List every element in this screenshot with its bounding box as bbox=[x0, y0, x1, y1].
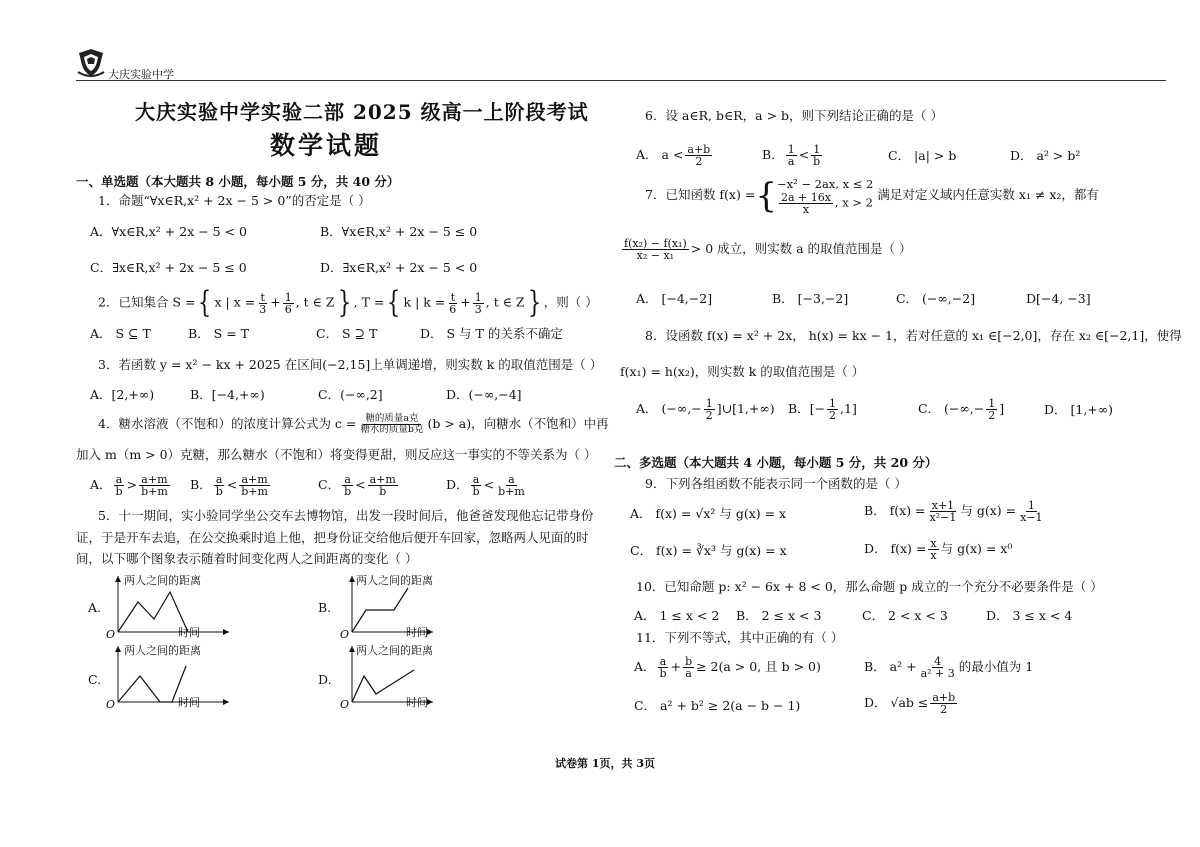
q5-stem-line2: 证，于是开车去追，在公交换乘时追上他，把身份证交给他后便开车回家，忽略两人见面的时 bbox=[76, 530, 589, 545]
header-rule bbox=[76, 80, 1166, 81]
q5-c-origin: O bbox=[106, 698, 116, 710]
q7-option-d: D[−4, −3] bbox=[1026, 291, 1091, 306]
section1-heading: 一、单选题（本大题共 8 小题，每小题 5 分，共 40 分） bbox=[76, 174, 400, 189]
q10-option-d: D． 3 ≤ x < 4 bbox=[986, 608, 1073, 623]
q7-option-c: C． (−∞,−2] bbox=[896, 291, 976, 306]
q4-stem-line2: 加入 m（m > 0）克糖，那么糖水（不饱和）将变得更甜，则反应这一事实的不等关系为（ ） bbox=[76, 447, 597, 462]
q1-stem: 1．命题“∀x∈R,x² + 2x − 5 > 0”的否定是（ ） bbox=[98, 193, 371, 208]
section2-heading: 二、多选题（本大题共 4 小题，每小题 5 分，共 20 分） bbox=[614, 455, 938, 470]
q5-c-ylabel: 两人之间的距离 bbox=[124, 644, 201, 657]
q1-option-d: D．∃x∈R,x² + 2x − 5 < 0 bbox=[320, 260, 478, 275]
q5-label-a: A. bbox=[88, 600, 102, 615]
q2-stem: 2．已知集合 S ={ x | x = $\frac{t}{3}$ + $\frac{1}{6}$ , t ∈ Z} , T ={ k | k = $\frac{t}{6}$ + $\frac{1}{3}$ , t ∈ Z} ，则（ ） bbox=[98, 285, 598, 320]
q6-option-c: C． |a| > b bbox=[888, 148, 957, 163]
q1-option-a: A．∀x∈R,x² + 2x − 5 < 0 bbox=[90, 224, 247, 239]
subject-title: 数学试题 bbox=[270, 131, 383, 160]
q1-option-c: C．∃x∈R,x² + 2x − 5 ≤ 0 bbox=[90, 260, 247, 275]
q5-b-origin: O bbox=[340, 628, 350, 640]
q6-option-b: B． $\frac{1}{a}$ < $\frac{1}{b}$ bbox=[762, 143, 821, 168]
q2-option-d: D． S 与 T 的关系不确定 bbox=[420, 326, 563, 341]
q8-stem: 8．设函数 f(x) = x² + 2x， h(x) = kx − 1，若对任意的 x₁ ∈[−2,0]，存在 x₂ ∈[−2,1]，使得 bbox=[645, 328, 1182, 343]
q10-option-a: A． 1 ≤ x < 2 bbox=[634, 608, 720, 623]
q3-option-c: C．(−∞,2] bbox=[318, 387, 383, 402]
q3-option-d: D．(−∞,−4] bbox=[446, 387, 522, 402]
q5-graph-a bbox=[104, 572, 234, 640]
q5-graph-c bbox=[104, 642, 234, 710]
q6-option-a: A． a < $\frac{a+b}{2}$ bbox=[636, 143, 711, 168]
q5-a-xlabel: 时间 bbox=[178, 626, 200, 639]
page-footer: 试卷第 1页，共 3页 bbox=[555, 757, 655, 770]
q5-d-xlabel: 时间 bbox=[406, 696, 428, 709]
q2-option-c: C． S ⊇ T bbox=[316, 326, 378, 341]
q5-a-origin: O bbox=[106, 628, 116, 640]
q9-option-d: D． f(x) = $\frac{x}{x}$ 与 g(x) = x⁰ bbox=[864, 537, 1013, 562]
q7-stem: 7．已知函数 f(x) ={ −x² − 2ax, x ≤ 2 $\frac{2a + 16x}{x}$ , x > 2 满足对定义域内任意实数 x₁ ≠ x₂，都有 bbox=[645, 175, 1099, 216]
q1-option-b: B．∀x∈R,x² + 2x − 5 ≤ 0 bbox=[320, 224, 478, 239]
q5-label-b: B. bbox=[318, 600, 332, 615]
q3-option-b: B．[−4,+∞) bbox=[190, 387, 265, 402]
q4-stem: 4．糖水溶液（不饱和）的浓度计算公式为 c = $\frac{\text{糖的质量a克}}{\text{糖水的质量b克}}$ (b > a)，向糖水（不饱和）中再 bbox=[98, 413, 609, 435]
q5-d-ylabel: 两人之间的距离 bbox=[356, 644, 433, 657]
q5-b-ylabel: 两人之间的距离 bbox=[356, 574, 433, 587]
q5-graph-b bbox=[338, 572, 438, 640]
q2-option-b: B． S = T bbox=[188, 326, 249, 341]
q2-option-a: A． S ⊆ T bbox=[90, 326, 151, 341]
q5-label-c: C. bbox=[88, 672, 102, 687]
q8-option-d: D． [1,+∞) bbox=[1044, 402, 1114, 417]
q11-option-b: B． a² + $\frac{4}{\text{a² + 3}}$ 的最小值为 1 bbox=[864, 655, 1034, 680]
q7-option-a: A． [−4,−2] bbox=[636, 291, 713, 306]
q6-option-d: D． a² > b² bbox=[1010, 148, 1081, 163]
q9-stem: 9．下列各组函数不能表示同一个函数的是（ ） bbox=[645, 476, 907, 491]
q5-graph-d bbox=[338, 642, 438, 710]
q8-option-a: A． (−∞,− $\frac{1}{2}$ ]∪[1,+∞) bbox=[636, 397, 775, 422]
q4-option-d: D． $\frac{a}{b}$ < $\frac{a}{b+m}$ bbox=[446, 473, 525, 498]
q4-option-b: B． $\frac{a}{b}$ < $\frac{a+m}{b+m}$ bbox=[190, 473, 268, 498]
q9-option-c: C． f(x) = ∛x³ 与 g(x) = x bbox=[630, 543, 787, 558]
q8-option-b: B．[− $\frac{1}{2}$ ,1] bbox=[788, 397, 857, 422]
school-name: 大庆实验中学 bbox=[108, 68, 174, 81]
q10-option-c: C． 2 < x < 3 bbox=[862, 608, 948, 623]
q11-option-a: A． $\frac{a}{b}$ + $\frac{b}{a}$ ≥ 2(a > 0, 且 b > 0) bbox=[634, 655, 821, 680]
q11-stem: 11．下列不等式，其中正确的有（ ） bbox=[636, 630, 844, 645]
q3-option-a: A．[2,+∞) bbox=[90, 387, 155, 402]
q11-option-d: D． √ab ≤ $\frac{a+b}{2}$ bbox=[864, 691, 956, 716]
q9-option-a: A． f(x) = √x² 与 g(x) = x bbox=[630, 506, 787, 521]
q8-stem-line2: f(x₁) = h(x₂)，则实数 k 的取值范围是（ ） bbox=[620, 364, 865, 379]
school-emblem-icon bbox=[76, 48, 106, 78]
q10-option-b: B． 2 ≤ x < 3 bbox=[736, 608, 822, 623]
q11-option-c: C． a² + b² ≥ 2(a − b − 1) bbox=[634, 698, 801, 713]
q3-stem: 3．若函数 y = x² − kx + 2025 在区间(−2,15]上单调递增，则实数 k 的取值范围是（ ） bbox=[98, 357, 603, 372]
q7-condition: $\frac{\text{f(x₂) − f(x₁)}}{\text{x₂ − x₁}}$ > 0 成立，则实数 a 的取值范围是（ ） bbox=[624, 237, 912, 262]
q5-stem-line3: 间，以下哪个图象表示随着时间变化两人之间距离的变化（ ） bbox=[76, 551, 418, 566]
q5-d-origin: O bbox=[340, 698, 350, 710]
q5-c-xlabel: 时间 bbox=[178, 696, 200, 709]
exam-title: 大庆实验中学实验二部 2025 级高一上阶段考试 bbox=[135, 100, 589, 124]
q5-label-d: D. bbox=[318, 672, 332, 687]
q7-option-b: B． [−3,−2] bbox=[772, 291, 849, 306]
q4-option-a: A． $\frac{a}{b}$ > $\frac{a+m}{b+m}$ bbox=[90, 473, 168, 498]
q5-a-ylabel: 两人之间的距离 bbox=[124, 574, 201, 587]
q5-b-xlabel: 时间 bbox=[406, 626, 428, 639]
q8-option-c: C． (−∞,− $\frac{1}{2}$ ] bbox=[918, 397, 1005, 422]
q6-stem: 6．设 a∈R, b∈R，a > b，则下列结论正确的是（ ） bbox=[645, 108, 944, 123]
q5-stem-line1: 5．十一期间，实小验同学坐公交车去博物馆，出发一段时间后，他爸爸发现他忘记带身份 bbox=[98, 508, 594, 523]
q10-stem: 10．已知命题 p: x² − 6x + 8 < 0，那么命题 p 成立的一个充分不必要条件是（ ） bbox=[636, 579, 1103, 594]
q9-option-b: B． f(x) = $\frac{x+1}{\text{x²−1}}$ 与 g(x) = $\frac{1}{x-1}$ bbox=[864, 499, 1043, 524]
q4-option-c: C． $\frac{a}{b}$ < $\frac{a+m}{b}$ bbox=[318, 473, 396, 498]
